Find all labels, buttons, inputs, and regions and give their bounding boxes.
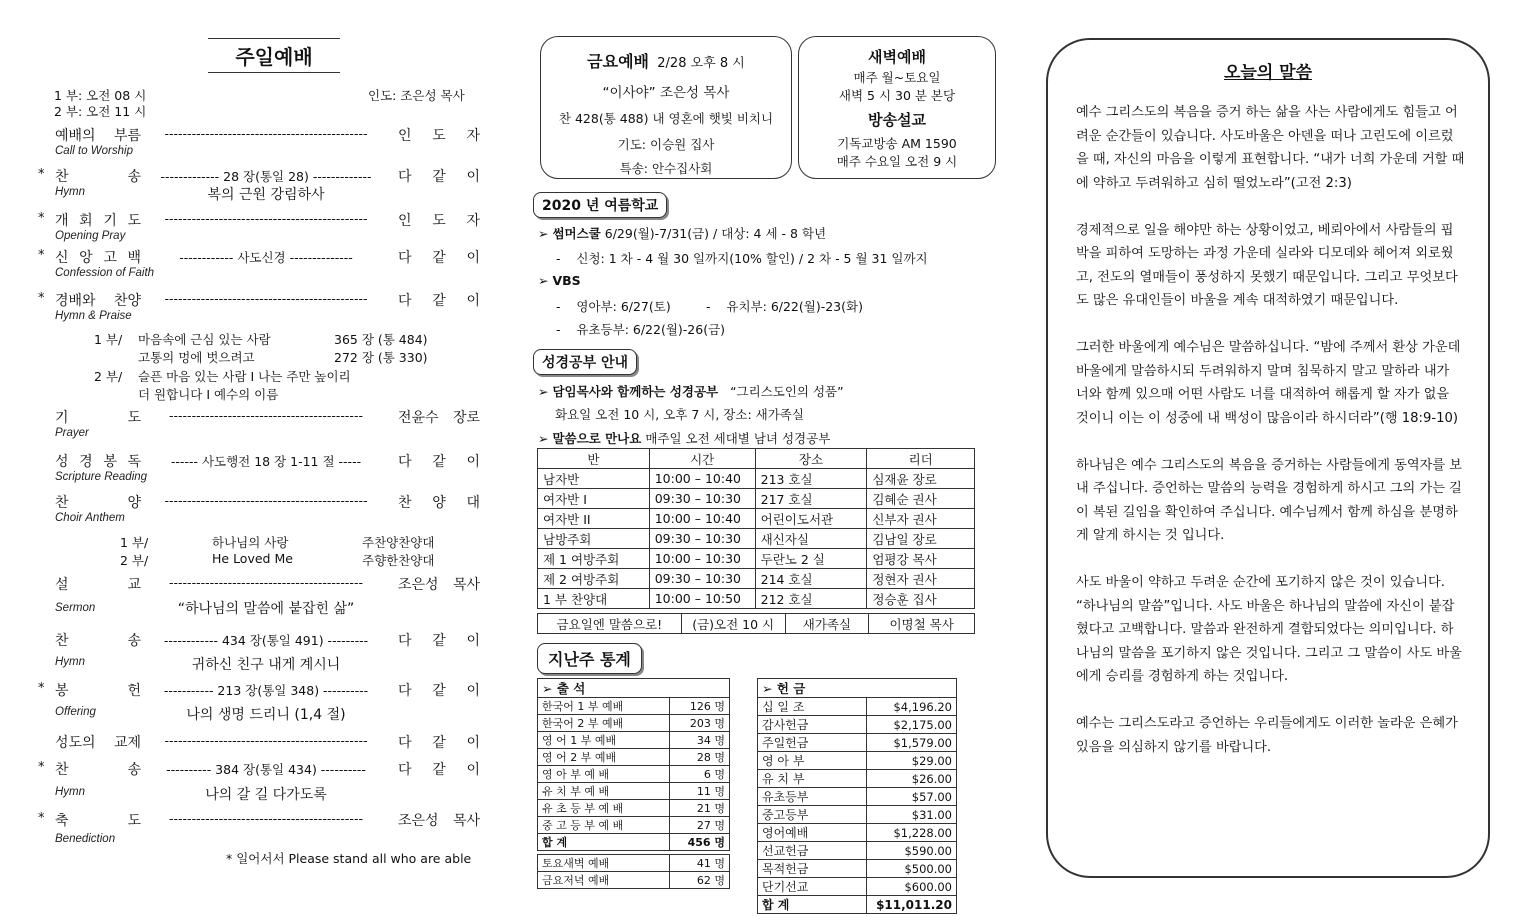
table-cell: 김혜순 권사: [867, 489, 975, 509]
table-cell: 456 명: [670, 834, 730, 851]
order-item-leader: 전윤수 장로: [398, 410, 480, 426]
stand-marker: *: [38, 681, 45, 696]
vbs-infant: - 영아부: 6/27(토): [556, 299, 671, 314]
dawn-service-box: [798, 36, 996, 179]
word-paragraph: 사도 바울이 약하고 두려운 순간에 포기하지 않은 것이 있습니다. “하나님의 말씀”입니다. 사도 바울은 하나님의 말씀에 자신이 붙잡혔다고 고백합니다. 말씀과 완전하게 결합되었다는 의미입니다. 하나님의 말씀을 포기하지 않은 것입니다. 그리고 그 말씀이 사도 바울에게 승리를 경험하게 하는 것입니다.: [1076, 575, 1462, 684]
table-cell: 27 명: [670, 817, 730, 834]
bible-study-table: [537, 448, 975, 609]
table-header-row: [538, 449, 975, 469]
vbs-label: ➢ VBS: [538, 273, 581, 288]
order-item-label: 경배와 찬양: [55, 293, 141, 309]
table-cell: 남방주회: [538, 529, 650, 549]
summer-camp-detail: 6/29(월)-7/31(금) / 대상: 4 세 - 8 학년: [604, 226, 827, 241]
table-cell: 여자반 II: [538, 509, 650, 529]
table-row: [538, 715, 730, 732]
table-row: [758, 824, 957, 842]
order-item-leader: 인 도 자: [398, 213, 480, 229]
summer-camp-label: 썸머스쿨: [552, 226, 601, 241]
table-cell: 41 명: [670, 855, 730, 872]
table-cell: 126 명: [670, 698, 730, 715]
word-paragraph: 하나님은 예수 그리스도의 복음을 증거하는 사람들에게 동역자를 보내 주십니다. 증언하는 말씀의 능력을 경험하게 하시고 그의 가는 길이 복된 길임을 확인하여 주십니다. 예수님께서 함께 하심을 분명하게 알게 하시는 것 입니다.: [1076, 457, 1463, 543]
table-cell: 한국어 2 부 예배: [538, 715, 670, 732]
bible-item-2-label: 말씀으로 만나요: [552, 431, 642, 446]
order-item-english: Sermon: [55, 602, 96, 614]
offering-title-text: 헌 금: [776, 681, 806, 696]
attendance-title: ➢ 출 석: [538, 679, 730, 698]
table-row: [538, 732, 730, 749]
attendance-table: [537, 678, 730, 851]
table-total-row: [758, 896, 957, 914]
table-cell: 유 초 등 부 예 배: [538, 800, 670, 817]
praise-song: 더 원합니다 I 예수의 이름: [138, 387, 279, 402]
bible-item-2: ➢ 말씀으로 만나요 매주일 오전 세대별 남녀 성경공부: [538, 431, 831, 446]
table-header-cell: 시간: [649, 449, 755, 469]
table-header-row: [538, 679, 730, 698]
vbs-infant-text: 영아부: 6/27(토): [576, 299, 671, 314]
praise-part: 1 부/: [94, 332, 123, 347]
table-cell: 합 계: [538, 834, 670, 851]
vbs-label-text: VBS: [552, 273, 581, 288]
friday-title: 금요예배: [587, 52, 649, 71]
order-item-label: 기 도: [55, 410, 141, 426]
sunday-title: 주일예배: [208, 38, 340, 73]
praise-song: 고통의 멍에 벗으려고: [138, 350, 255, 365]
table-cell: 영 아 부 예 배: [538, 766, 670, 783]
table-cell: $57.00: [867, 788, 957, 806]
table-row: [538, 549, 975, 569]
table-cell: 두란노 2 실: [755, 549, 867, 569]
choir-song: He Loved Me: [212, 551, 293, 566]
table-cell: 감사헌금: [758, 716, 867, 734]
order-item-subtitle: “하나님의 말씀에 붙잡힌 삶”: [177, 601, 355, 617]
order-item-label: 봉 헌: [55, 683, 141, 699]
order-item-english: Choir Anthem: [55, 512, 125, 524]
table-cell: 유 치 부: [758, 770, 867, 788]
footnote: * 일어서서 Please stand all who are able: [226, 851, 472, 866]
order-item-english: Scripture Reading: [55, 471, 148, 483]
table-cell: 신부자 권사: [867, 509, 975, 529]
vbs-kinder-text: 유치부: 6/22(월)-23(화): [726, 299, 863, 314]
order-item-english: Call to Worship: [55, 145, 133, 157]
summer-apply: - 신청: 1 차 - 4 월 30 일까지(10% 할인) / 2 차 - 5 월 31 일까지: [556, 251, 928, 266]
choir-part: 2 부/: [120, 553, 149, 568]
table-cell: 정승훈 집사: [867, 589, 975, 609]
order-item-label: 성 경 봉 독: [55, 454, 141, 470]
table-cell: 토요새벽 예배: [538, 855, 670, 872]
table-cell: 09:30 – 10:30: [649, 569, 755, 589]
order-item-leader: 다 같 이: [398, 633, 480, 649]
table-cell: $4,196.20: [867, 698, 957, 716]
service-leader: 인도: 조은성 목사: [368, 88, 465, 103]
table-row: [758, 842, 957, 860]
table-cell: 영어예배: [758, 824, 867, 842]
word-paragraph: 경제적으로 일을 해야만 하는 상황이었고, 베뢰아에서 사람들의 핍박을 피하여 도망하는 과정 가운데 실라와 디모데와 헤어져 외로웠고, 전도의 열매들이 풍성하지 못했기 때문입니다. 그리고 무엇보다도 많은 유대인들이 바울을 계속 대적하였기 때문입니다.: [1076, 222, 1458, 308]
vbs-elementary: - 유초등부: 6/22(월)-26(금): [556, 322, 726, 337]
stand-marker: *: [38, 248, 45, 263]
table-row: [758, 878, 957, 896]
table-cell: 11 명: [670, 783, 730, 800]
table-cell: 목적헌금: [758, 860, 867, 878]
order-item-dashes: ---------------------------------------------: [164, 291, 368, 306]
order-item-english: Hymn: [55, 186, 86, 198]
order-item-dashes: -------------------------------------------: [169, 408, 363, 423]
order-item-leader: 조은성 목사: [398, 813, 480, 829]
table-cell: $1,228.00: [867, 824, 957, 842]
table-cell: 심재윤 장로: [867, 469, 975, 489]
table-cell: 새신자실: [755, 529, 867, 549]
order-item-dashes: ---------------------------------------------: [164, 211, 368, 226]
stand-marker: *: [38, 211, 45, 226]
friday-sermon: “이사야” 조은성 목사: [602, 85, 730, 101]
order-item-label: 축 도: [55, 813, 141, 829]
dawn-line-1: 매주 월~토요일: [853, 70, 941, 85]
table-header-row: [758, 679, 957, 698]
table-cell: $590.00: [867, 842, 957, 860]
table-cell: 203 명: [670, 715, 730, 732]
table-row: [538, 749, 730, 766]
praise-song: 마음속에 근심 있는 사람: [138, 332, 271, 347]
order-item-label: 성도의 교제: [55, 735, 141, 751]
order-item-subtitle: 귀하신 친구 내게 계시니: [191, 657, 341, 673]
table-cell: 한국어 1 부 예배: [538, 698, 670, 715]
table-cell: $1,579.00: [867, 734, 957, 752]
friday-time: 2/28 오후 8 시: [657, 56, 745, 71]
table-cell: 유 치 부 예 배: [538, 783, 670, 800]
table-row: [758, 716, 957, 734]
table-cell: 남자반: [538, 469, 650, 489]
table-cell: 김남일 장로: [867, 529, 975, 549]
order-item-english: Hymn: [55, 656, 86, 668]
bible-item-2-text: 매주일 오전 세대별 남녀 성경공부: [645, 431, 831, 446]
table-cell: 중 고 등 부 예 배: [538, 817, 670, 834]
table-cell: 영 아 부: [758, 752, 867, 770]
order-item-dashes: ----------- 213 장(통일 348) ----------: [163, 683, 369, 698]
table-cell: 제 2 여방주회: [538, 569, 650, 589]
order-item-english: Hymn & Praise: [55, 310, 132, 322]
summer-camp: ➢ 썸머스쿨 6/29(월)-7/31(금) / 대상: 4 세 - 8 학년: [538, 226, 827, 241]
friday-prayer: 기도: 이승원 집사: [617, 137, 715, 152]
order-item-dashes: ---------------------------------------------: [164, 493, 368, 508]
table-cell: 어린이도서관: [755, 509, 867, 529]
vbs-elementary-text: 유초등부: 6/22(월)-26(금): [576, 322, 726, 337]
choir-part: 1 부/: [120, 535, 149, 550]
table-row: [758, 698, 957, 716]
table-row: [758, 860, 957, 878]
order-item-dashes: ---------- 384 장(통일 434) ----------: [166, 762, 366, 777]
word-paragraph: 예수 그리스도의 복음을 증거 하는 삶을 사는 사람에게도 힘들고 어려운 순간들이 있습니다. 사도바울은 아덴을 떠나 고린도에 이르렀을 때, 자신의 마음을 이렇게 표현합니다. “내가 너희 가운데 거할 때에 약하고 두려워하고 심히 떨었노라”(고전 2:3): [1076, 105, 1465, 191]
radio-line-2: 매주 수요일 오전 9 시: [836, 154, 958, 169]
service-time-1: 1 부: 오전 08 시: [54, 88, 147, 103]
order-item-subtitle: 나의 갈 길 다가도록: [205, 787, 327, 803]
table-header-cell: 리더: [867, 449, 975, 469]
table-cell: 이명철 목사: [869, 614, 975, 634]
table-cell: 28 명: [670, 749, 730, 766]
stand-marker: *: [38, 167, 45, 182]
word-paragraph: 그러한 바울에게 예수님은 말씀하십니다. “밤에 주께서 환상 가운데 바울에게 말씀하시되 두려워하지 말며 침묵하지 말고 말하라 내가 너와 함께 있으매 어떤 사람도 너를 대적하여 해롭게 할 자가 없을 것이니 이는 이 성중에 내 백성이 많음이라 하시더라”(행 18:9-10): [1076, 340, 1461, 426]
table-cell: 21 명: [670, 800, 730, 817]
table-header-cell: 장소: [755, 449, 867, 469]
friday-study-table: [537, 613, 975, 634]
table-row: [538, 589, 975, 609]
summer-school-tag: 2020 년 여름학교: [533, 192, 667, 218]
order-item-leader: 인 도 자: [398, 128, 480, 144]
todays-word-body: [1076, 101, 1466, 783]
order-item-leader: 다 같 이: [398, 250, 480, 266]
order-item-dashes: ------------ 434 장(통일 491) ---------: [163, 633, 369, 648]
table-cell: 214 호실: [755, 569, 867, 589]
summer-apply-text: 신청: 1 차 - 4 월 30 일까지(10% 할인) / 2 차 - 5 월 31 일까지: [576, 251, 928, 266]
dawn-line-2: 새벽 5 시 30 분 본당: [838, 88, 956, 103]
radio-line-1: 기독교방송 AM 1590: [837, 136, 957, 151]
table-header-cell: 반: [538, 449, 650, 469]
table-row: [758, 788, 957, 806]
attendance-title-text: 출 석: [556, 681, 586, 696]
table-total-row: [538, 834, 730, 851]
order-item-dashes: ---------------------------------------------: [164, 733, 368, 748]
stand-marker: *: [38, 291, 45, 306]
offering-title: ➢ 헌 금: [758, 679, 957, 698]
order-item-label: 예배의 부름: [55, 128, 141, 144]
table-row: [538, 800, 730, 817]
vbs-kinder: - 유치부: 6/22(월)-23(화): [706, 299, 863, 314]
order-item-english: Hymn: [55, 786, 86, 798]
order-item-english: Opening Pray: [55, 230, 126, 242]
table-cell: $11,011.20: [867, 896, 957, 914]
order-item-dashes: ------ 사도행전 18 장 1-11 절 -----: [170, 454, 362, 469]
friday-service-box: [540, 36, 792, 179]
table-cell: 09:30 – 10:30: [649, 489, 755, 509]
dawn-title: 새벽예배: [868, 48, 926, 66]
order-item-leader: 다 같 이: [398, 293, 480, 309]
table-row: [538, 569, 975, 589]
order-item-leader: 조은성 목사: [398, 577, 480, 593]
praise-hymn: 272 장 (통 330): [334, 350, 428, 365]
table-cell: 62 명: [670, 872, 730, 889]
stand-marker: *: [38, 760, 45, 775]
table-cell: $600.00: [867, 878, 957, 896]
table-cell: 213 호실: [755, 469, 867, 489]
table-row: [538, 783, 730, 800]
table-row: [758, 806, 957, 824]
table-row: [538, 817, 730, 834]
table-row: [538, 489, 975, 509]
order-item-dashes: ------------- 28 장(통일 28) -------------: [160, 169, 372, 184]
table-row: [538, 698, 730, 715]
service-time-2: 2 부: 오전 11 시: [54, 104, 147, 119]
table-cell: 10:00 – 10:50: [649, 589, 755, 609]
order-item-leader: 찬 양 대: [398, 495, 480, 511]
order-item-dashes: ------------ 사도신경 --------------: [179, 250, 353, 265]
order-item-subtitle: 나의 생명 드리니 (1,4 절): [186, 707, 346, 723]
order-item-leader: 다 같 이: [398, 683, 480, 699]
table-cell: 중고등부: [758, 806, 867, 824]
order-item-label: 찬 양: [55, 495, 141, 511]
table-cell: 09:30 – 10:30: [649, 529, 755, 549]
order-item-english: Prayer: [55, 427, 89, 439]
order-item-leader: 다 같 이: [398, 735, 480, 751]
table-cell: 주일헌금: [758, 734, 867, 752]
bible-item-1-label: 담임목사와 함께하는 성경공부: [552, 384, 719, 399]
table-row: [538, 855, 730, 872]
table-cell: 6 명: [670, 766, 730, 783]
table-row: [758, 734, 957, 752]
table-row: [538, 469, 975, 489]
table-cell: 여자반 I: [538, 489, 650, 509]
choir-name: 주향한찬양대: [362, 553, 435, 568]
table-cell: 10:00 – 10:30: [649, 549, 755, 569]
order-item-english: Offering: [55, 706, 96, 718]
todays-word-title: 오늘의 말씀: [1223, 63, 1313, 83]
table-cell: 금요일엔 말씀으로!: [538, 614, 682, 634]
table-cell: $29.00: [867, 752, 957, 770]
choir-name: 주찬양찬양대: [362, 535, 435, 550]
order-item-label: 찬 송: [55, 633, 141, 649]
order-item-dashes: ---------------------------------------------: [164, 126, 368, 141]
order-item-label: 찬 송: [55, 169, 141, 185]
table-cell: 영 어 1 부 예배: [538, 732, 670, 749]
offering-table: [757, 678, 957, 914]
table-cell: 십 일 조: [758, 698, 867, 716]
table-cell: $500.00: [867, 860, 957, 878]
order-item-leader: 다 같 이: [398, 169, 480, 185]
order-item-leader: 다 같 이: [398, 762, 480, 778]
table-cell: 10:00 – 10:40: [649, 469, 755, 489]
table-row: [538, 766, 730, 783]
table-row: [758, 770, 957, 788]
table-cell: $31.00: [867, 806, 957, 824]
praise-song: 슬픈 마음 있는 사람 I 나는 주만 높이리: [138, 369, 351, 384]
friday-study-row: [538, 614, 975, 634]
table-row: [538, 509, 975, 529]
table-cell: 합 계: [758, 896, 867, 914]
bible-study-tag: 성경공부 안내: [533, 349, 637, 375]
order-item-label: 설 교: [55, 577, 141, 593]
praise-part: 2 부/: [94, 369, 123, 384]
word-paragraph: 예수는 그리스도라고 증언하는 우리들에게도 이러한 놀라운 은혜가 있음을 의심하지 않기를 바랍니다.: [1076, 716, 1458, 755]
bible-item-1: ➢ 담임목사와 함께하는 성경공부 “그리스도인의 성품”: [538, 384, 844, 399]
table-cell: 10:00 – 10:40: [649, 509, 755, 529]
table-cell: 212 호실: [755, 589, 867, 609]
table-cell: 1 부 찬양대: [538, 589, 650, 609]
order-item-leader: 다 같 이: [398, 454, 480, 470]
table-row: [758, 752, 957, 770]
order-item-english: Confession of Faith: [55, 267, 155, 279]
table-cell: $2,175.00: [867, 716, 957, 734]
order-item-subtitle: 복의 근원 강림하사: [207, 187, 325, 203]
bible-item-1-time: 화요일 오전 10 시, 오후 7 시, 장소: 새가족실: [555, 407, 804, 422]
table-cell: 제 1 여방주회: [538, 549, 650, 569]
order-item-english: Benediction: [55, 833, 116, 845]
table-row: [538, 872, 730, 889]
friday-special: 특송: 안수집사회: [619, 161, 713, 176]
praise-hymn: 365 장 (통 484): [334, 332, 428, 347]
order-item-label: 신 앙 고 백: [55, 250, 141, 266]
table-cell: 단기선교: [758, 878, 867, 896]
choir-song: 하나님의 사랑: [212, 535, 289, 550]
table-cell: 새가족실: [785, 614, 869, 634]
table-cell: 217 호실: [755, 489, 867, 509]
table-cell: 엄평강 목사: [867, 549, 975, 569]
table-cell: $26.00: [867, 770, 957, 788]
stand-marker: *: [38, 811, 45, 826]
order-item-dashes: -------------------------------------------: [169, 811, 363, 826]
table-cell: 34 명: [670, 732, 730, 749]
friday-hymn: 찬 428(통 488) 내 영혼에 햇빛 비치니: [558, 111, 774, 126]
table-cell: 영 어 2 부 예배: [538, 749, 670, 766]
table-cell: (금)오전 10 시: [681, 614, 785, 634]
order-item-label: 개 회 기 도: [55, 213, 141, 229]
table-row: [538, 529, 975, 549]
order-item-dashes: -------------------------------------------: [169, 575, 363, 590]
table-cell: 유초등부: [758, 788, 867, 806]
stats-tag: 지난주 통계: [537, 643, 642, 674]
radio-title: 방송설교: [868, 111, 926, 129]
bible-item-1-title: “그리스도인의 성품”: [730, 384, 844, 399]
table-cell: 선교헌금: [758, 842, 867, 860]
table-cell: 금요저녁 예배: [538, 872, 670, 889]
attendance-extra-table: [537, 854, 730, 889]
todays-word-box: [1046, 38, 1490, 878]
order-item-label: 찬 송: [55, 762, 141, 778]
table-cell: 정현자 권사: [867, 569, 975, 589]
